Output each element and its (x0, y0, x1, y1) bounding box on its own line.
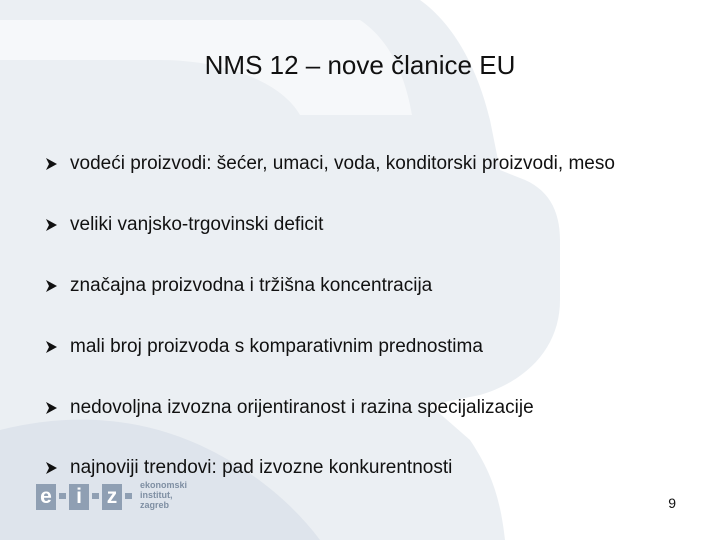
bullet-text: značajna proizvodna i tržišna koncentracija (70, 275, 433, 296)
bullet-item (44, 211, 323, 239)
logo-separator (92, 493, 99, 499)
logo-separator (125, 493, 132, 499)
bullet-text: vodeći proizvodi: šećer, umaci, voda, konditorski proizvodi, meso (70, 153, 615, 174)
logo-letter-e: e (36, 484, 56, 510)
arrowhead-bullet-icon (44, 461, 70, 475)
page-number: 9 (668, 495, 676, 511)
bullet-item (44, 150, 615, 178)
bullet-text: najnoviji trendovi: pad izvozne konkurentnosti (70, 457, 453, 478)
logo-line: ekonomski (140, 480, 188, 490)
slide-title: NMS 12 – nove članice EU (204, 50, 516, 80)
arrowhead-bullet-icon (44, 401, 70, 415)
bullet-text: veliki vanjsko-trgovinski deficit (70, 214, 324, 235)
logo-separator (59, 493, 66, 499)
bullet-item (44, 333, 483, 361)
bullet-text: mali broj proizvoda s komparativnim prednostima (70, 336, 483, 357)
arrowhead-bullet-icon (44, 279, 70, 293)
logo-letter-z: z (102, 484, 122, 510)
logo-letter-i: i (69, 484, 89, 510)
arrowhead-bullet-icon (44, 218, 70, 232)
logo-line: institut, (140, 490, 173, 500)
logo-line: zagreb (140, 500, 170, 510)
arrowhead-bullet-icon (44, 157, 70, 171)
bullet-item (44, 454, 452, 482)
logo-institute-name (140, 480, 210, 510)
arrowhead-bullet-icon (44, 340, 70, 354)
bullet-item (44, 272, 432, 300)
bullet-item (44, 394, 534, 422)
bullet-text: nedovoljna izvozna orijentiranost i razina specijalizacije (70, 397, 534, 418)
